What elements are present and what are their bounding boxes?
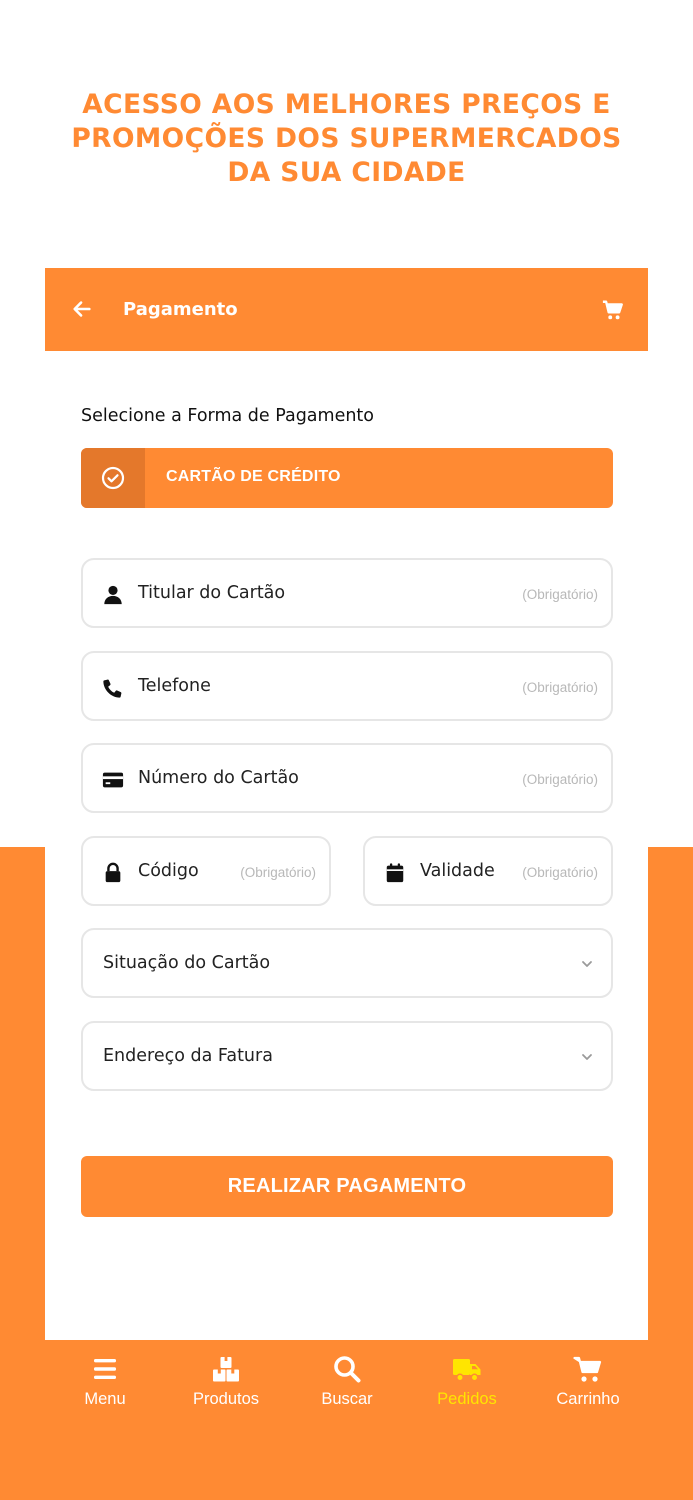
cart-icon[interactable] <box>602 299 624 321</box>
app-bar <box>45 268 648 351</box>
nav-label-produtos: Produtos <box>192 1390 260 1408</box>
required-hint: (Obrigatório) <box>522 865 598 880</box>
expiry-placeholder: Validade <box>420 861 495 881</box>
card-status-placeholder: Situação do Cartão <box>103 953 271 973</box>
nav-item-produtos[interactable] <box>171 1354 281 1409</box>
billing-address-select[interactable] <box>81 1021 613 1091</box>
nav-label-carrinho: Carrinho <box>556 1390 620 1408</box>
card-status-select[interactable] <box>81 928 613 998</box>
billing-address-placeholder: Endereço da Fatura <box>103 1046 273 1066</box>
nav-label-menu: Menu <box>84 1390 126 1408</box>
bottom-nav <box>45 1340 648 1440</box>
truck-icon <box>452 1354 482 1384</box>
promo-headline <box>0 88 693 190</box>
method-label: CARTÃO DE CRÉDITO <box>166 468 341 485</box>
arrow-left-icon[interactable] <box>71 298 93 320</box>
boxes-icon <box>211 1354 241 1384</box>
page-title: Pagamento <box>123 299 238 320</box>
check-circle-icon <box>101 466 125 490</box>
nav-label-buscar: Buscar <box>321 1390 373 1408</box>
hamburger-icon <box>90 1354 120 1384</box>
search-icon <box>332 1354 362 1384</box>
nav-item-carrinho[interactable] <box>533 1354 643 1409</box>
phone-placeholder: Telefone <box>138 676 211 696</box>
phone-field[interactable] <box>81 651 613 721</box>
nav-item-menu[interactable] <box>50 1354 160 1409</box>
submit-payment-button[interactable]: REALIZAR PAGAMENTO <box>81 1156 613 1217</box>
expiry-field[interactable] <box>363 836 613 906</box>
lock-icon <box>102 862 124 884</box>
security-code-field[interactable] <box>81 836 331 906</box>
user-icon <box>102 584 124 606</box>
payment-screen <box>45 268 648 1340</box>
card-holder-placeholder: Titular do Cartão <box>138 583 286 603</box>
nav-item-pedidos[interactable] <box>412 1354 522 1409</box>
nav-label-pedidos: Pedidos <box>437 1390 497 1408</box>
required-hint: (Obrigatório) <box>522 772 598 787</box>
chevron-down-icon <box>581 1051 593 1063</box>
security-code-placeholder: Código <box>138 861 199 881</box>
method-icon-box <box>81 448 145 508</box>
calendar-icon <box>384 862 406 884</box>
payment-method-credit-card[interactable] <box>81 448 613 508</box>
card-number-field[interactable] <box>81 743 613 813</box>
credit-card-icon <box>102 769 124 791</box>
required-hint: (Obrigatório) <box>522 680 598 695</box>
required-hint: (Obrigatório) <box>522 587 598 602</box>
chevron-down-icon <box>581 958 593 970</box>
headline-line-2: PROMOÇÕES DOS SUPERMERCADOS <box>71 123 622 154</box>
payment-method-label: Selecione a Forma de Pagamento <box>81 406 375 426</box>
card-holder-field[interactable] <box>81 558 613 628</box>
required-hint: (Obrigatório) <box>240 865 316 880</box>
headline-line-1: ACESSO AOS MELHORES PREÇOS E <box>82 89 611 120</box>
headline-line-3: DA SUA CIDADE <box>227 157 466 188</box>
nav-item-buscar[interactable] <box>292 1354 402 1409</box>
card-number-placeholder: Número do Cartão <box>138 768 299 788</box>
phone-icon <box>102 677 124 699</box>
cart-icon <box>573 1354 603 1384</box>
